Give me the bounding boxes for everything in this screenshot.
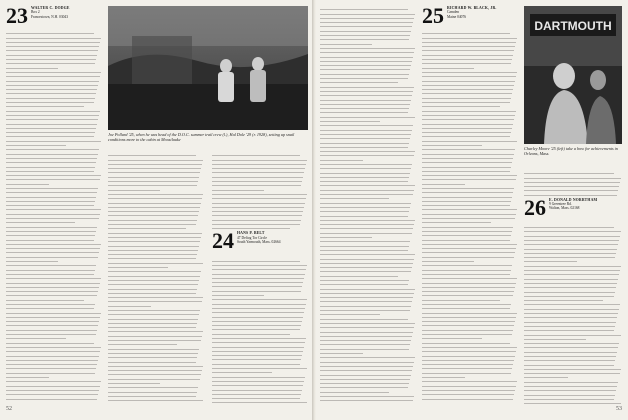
page-number: 53 (616, 406, 622, 412)
entry-25-header (422, 6, 518, 30)
entry-address-line: Box 2 (31, 10, 40, 15)
right-column-2 (422, 6, 518, 406)
class-number: 23 (6, 6, 28, 28)
text-line (524, 404, 620, 406)
entry-address-line: 9 Greentree Rd. (549, 202, 572, 207)
entry-address-line: 47 Defiog Tor Circle (237, 235, 267, 240)
entry-address-line: South Yarmouth, Mass. 02664 (237, 240, 281, 245)
page-gutter (312, 0, 316, 420)
text-line (108, 397, 203, 401)
left-column-2 (108, 152, 204, 406)
text-line (320, 397, 413, 401)
entry-name: RICHARD W. BLACK, JR. (447, 6, 497, 10)
body-text-block (320, 6, 416, 401)
entry-address-line: Walton, Mass. 02168 (549, 206, 580, 211)
dartmouth-photo (524, 6, 622, 144)
entry-name: HANS P. BELT (237, 231, 265, 236)
photo-caption: Joe Pollard '25, when he was head of the D.O.C. summer trail crew (l.), Hal Dole '29 (r. 1928), setting up snail conditions more to the cabin at Moosilauke (108, 132, 295, 142)
photo-caption: Charley Moore '25 (left) take a bow for achievements in Orleans, Mass. (524, 146, 618, 156)
body-text-block (108, 152, 204, 401)
body-text-block (524, 224, 622, 406)
right-column-1 (320, 6, 416, 406)
body-text-block (6, 30, 102, 400)
page-number: 52 (6, 406, 12, 412)
entry-23-header (6, 6, 102, 30)
class-photo (524, 6, 622, 144)
text-line (212, 399, 307, 403)
class-number: 26 (524, 194, 546, 220)
text-line (212, 225, 290, 229)
trail-crew-photo (108, 6, 308, 130)
left-column-1 (6, 6, 102, 406)
entry-name: E. DONALD NORRTHAM (549, 197, 598, 202)
entry-24-header (212, 228, 308, 257)
text-line (524, 191, 617, 195)
entry-name: WALTER C. DODGE (31, 6, 70, 10)
entry-address-line: Maine 04076 (447, 14, 467, 19)
text-line (6, 395, 97, 399)
right-column-3 (524, 170, 622, 406)
left-column-3 (212, 152, 308, 406)
class-photo (108, 6, 308, 130)
left-page (6, 6, 308, 414)
class-number: 25 (422, 6, 444, 28)
body-text-block (212, 152, 308, 229)
body-text-block (212, 257, 308, 403)
text-line (422, 395, 513, 399)
right-page (320, 6, 622, 414)
body-text-block (524, 170, 622, 196)
class-number: 24 (212, 228, 234, 254)
entry-address-line: Francestown, N.H. 03043 (31, 14, 69, 19)
entry-26-header (524, 194, 622, 224)
entry-address-line: Camden (447, 10, 459, 15)
body-text-block (422, 30, 518, 400)
photo-sign-text: DARTMOUTH (534, 19, 612, 33)
